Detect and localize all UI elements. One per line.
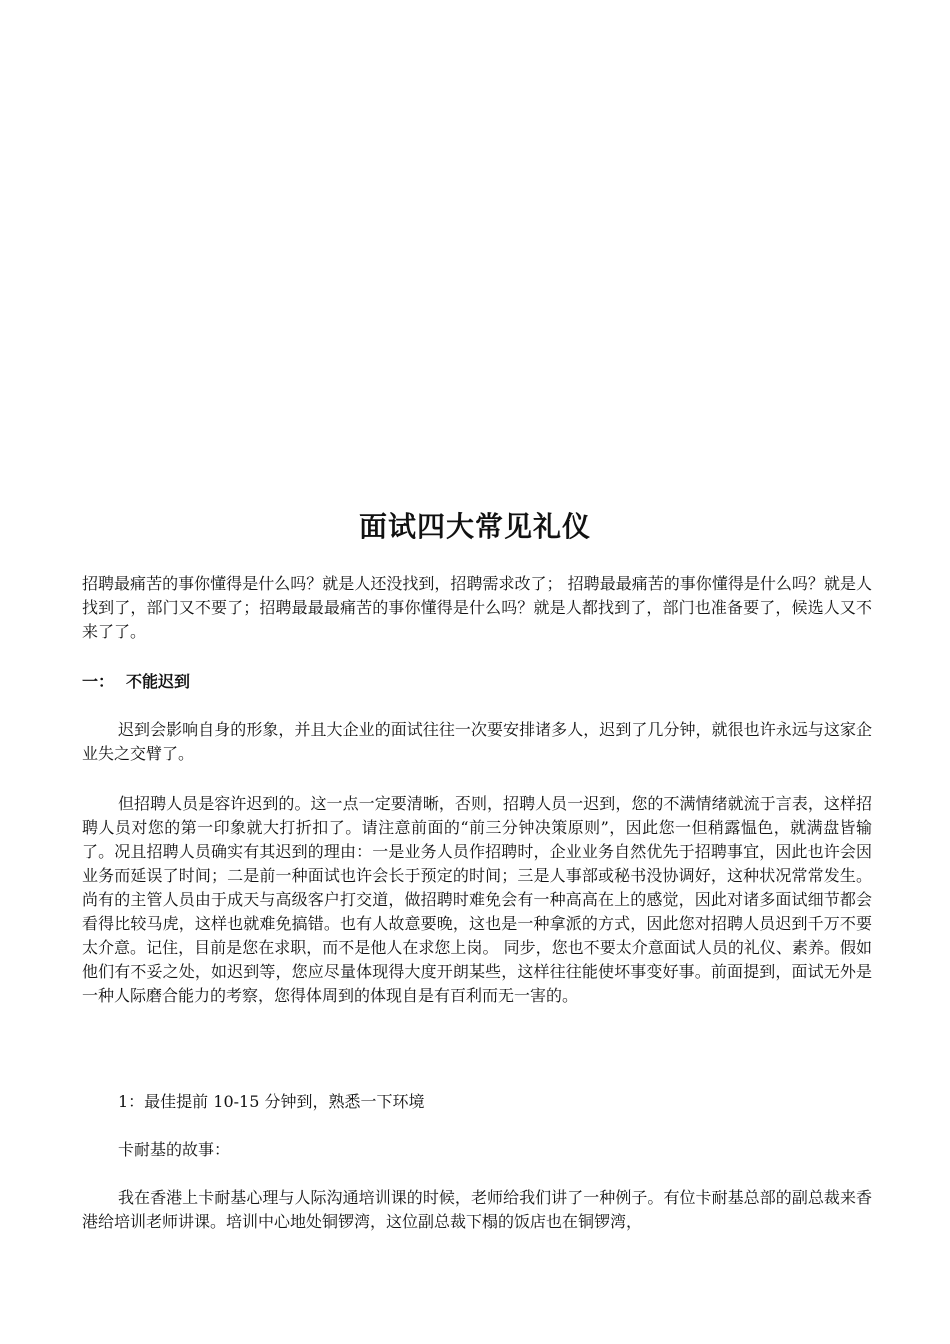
body-paragraph-2: 但招聘人员是容许迟到的。这一点一定要清晰，否则，招聘人员一迟到，您的不满情绪就流于言表，这样招聘人员对您的第一印象就大打折扣了。请注意前面的“前三分钟决策原则”，因此您一但稍露愠色，就满盘皆输了。况且招聘人员确实有其迟到的理由：一是业务人员作招聘时，企业业务自然优先于招聘事宜，因此也许会因业务而延误了时间；二是前一种面试也许会长于预定的时间；三是人事部或秘书没协调好，这种状况常常发生。尚有的主管人员由于成天与高级客户打交道，做招聘时难免会有一种高高在上的感觉，因此对诸多面试细节都会看得比较马虎，这样也就难免搞错。也有人故意要晚，这也是一种拿派的方式，因此您对招聘人员迟到千万不要太介意。记住，目前是您在求职，而不是他人在求您上岗。 同步，您也不要太介意面试人员的礼仪、素养。假如他们有不妥之处，如迟到等，您应尽量体现得大度开朗某些，这样往往能使坏事变好事。前面提到，面试无外是一种人际磨合能力的考察，您得体周到的体现自是有百利而无一害的。 bbox=[82, 794, 872, 1005]
story-title: 卡耐基的故事： bbox=[118, 1140, 231, 1159]
intro-paragraph: 招聘最痛苦的事你懂得是什么吗？就是人还没找到，招聘需求改了； 招聘最最痛苦的事你懂得是什么吗？就是人找到了，部门又不要了；招聘最最最痛苦的事你懂得是什么吗？就是人都找到了，部门也准备要了，候选人又不来了了。 bbox=[82, 574, 872, 641]
section-heading bbox=[82, 670, 190, 694]
tip-line: 1：最佳提前 10-15 分钟到，熟悉一下环境 bbox=[118, 1092, 425, 1111]
section-title: 不能迟到 bbox=[126, 672, 191, 691]
document-title: 面试四大常见礼仪 bbox=[358, 510, 591, 543]
body-paragraph-3: 我在香港上卡耐基心理与人际沟通培训课的时候，老师给我们讲了一种例子。有位卡耐基总部的副总裁来香港给培训老师讲课。培训中心地处铜锣湾，这位副总裁下榻的饭店也在铜锣湾， bbox=[82, 1188, 872, 1231]
section-number: 一： bbox=[82, 672, 115, 691]
body-paragraph-1: 迟到会影响自身的形象，并且大企业的面试往往一次要安排诸多人，迟到了几分钟，就很也许永远与这家企业失之交臂了。 bbox=[82, 720, 872, 763]
